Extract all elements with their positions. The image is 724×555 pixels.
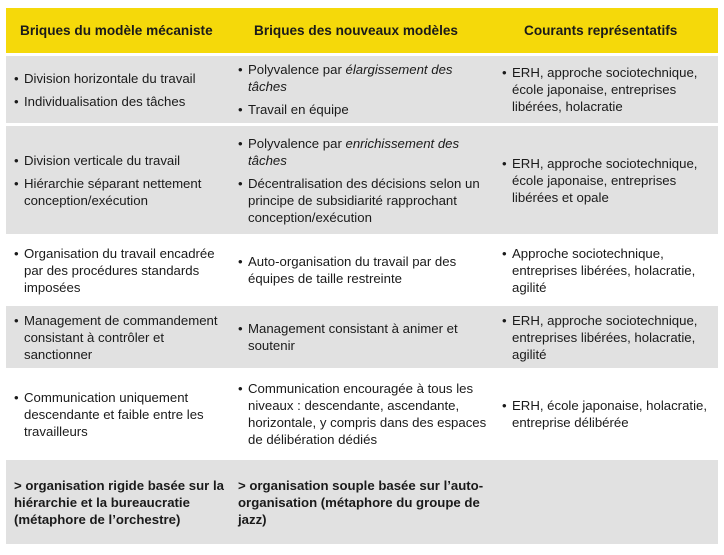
table-row	[6, 306, 718, 371]
mechanist-cell	[6, 126, 232, 234]
bullet-icon	[14, 152, 24, 169]
list-item: • Communication uniquement descendante et faible entre les travailleurs	[14, 389, 228, 440]
list-item: • Communication encouragée à tous les niveaux : descendante, ascendante, horizontale, y compris dans des espaces de délibération dédiés	[238, 380, 488, 448]
list-item: • Management de commandement consistant à contrôler et sanctionner	[14, 312, 228, 363]
bullet-icon	[502, 397, 512, 414]
bullet-icon	[238, 101, 248, 118]
bullet-icon	[238, 135, 248, 152]
bullet-icon	[238, 253, 248, 270]
bullet-icon	[14, 70, 24, 87]
list-item: • ERH, approche sociotechnique, entreprises libérées, holacratie, agilité	[502, 312, 714, 363]
currents-cell	[494, 237, 718, 303]
summary-mechanist: > organisation rigide basée sur la hiérarchie et la bureaucratie (métaphore de l’orchestre)	[14, 477, 224, 527]
list-item: • Division verticale du travail	[14, 152, 228, 169]
bullet-icon	[502, 155, 512, 172]
currents-cell	[494, 371, 718, 457]
new-model-cell	[232, 126, 494, 234]
list-item: • Auto-organisation du travail par des équipes de taille restreinte	[238, 253, 488, 287]
table-row	[6, 126, 718, 237]
table-row	[6, 56, 718, 126]
summary-row	[6, 460, 718, 544]
list-item: • Décentralisation des décisions selon un principe de subsidiarité rapprochant conception/exécution	[238, 175, 488, 226]
table-header-row	[6, 8, 718, 56]
bullet-icon	[502, 245, 512, 262]
table-row	[6, 371, 718, 460]
currents-cell	[494, 126, 718, 234]
bullet-icon	[502, 312, 512, 329]
bullet-icon	[238, 380, 248, 397]
bullet-icon	[238, 61, 248, 78]
header-col3: Courants représentatifs	[524, 23, 678, 38]
list-item: • Polyvalence par élargissement des tâches	[238, 61, 488, 95]
list-item: • Travail en équipe	[238, 101, 488, 118]
bullet-icon	[14, 93, 24, 110]
mechanist-cell	[6, 371, 232, 457]
list-item: • Polyvalence par enrichissement des tâches	[238, 135, 488, 169]
mechanist-cell	[6, 56, 232, 123]
new-model-cell	[232, 56, 494, 123]
bullet-icon	[14, 389, 24, 406]
header-col2: Briques des nouveaux modèles	[254, 23, 458, 38]
mechanist-cell	[6, 237, 232, 303]
mechanist-cell	[6, 306, 232, 368]
list-item: • Individualisation des tâches	[14, 93, 228, 110]
bullet-icon	[14, 312, 24, 329]
bullet-icon	[238, 175, 248, 192]
list-item: • Hiérarchie séparant nettement conception/exécution	[14, 175, 228, 209]
new-model-cell	[232, 237, 494, 303]
list-item: • ERH, école japonaise, holacratie, entreprise délibérée	[502, 397, 714, 431]
header-col1: Briques du modèle mécaniste	[20, 23, 213, 38]
list-item: • Approche sociotechnique, entreprises libérées, holacratie, agilité	[502, 245, 714, 296]
bullet-icon	[14, 175, 24, 192]
list-item: • ERH, approche sociotechnique, école japonaise, entreprises libérées, holacratie	[502, 64, 714, 115]
list-item: • Division horizontale du travail	[14, 70, 228, 87]
comparison-table	[6, 8, 718, 544]
list-item: • Organisation du travail encadrée par des procédures standards imposées	[14, 245, 228, 296]
new-model-cell	[232, 306, 494, 368]
bullet-icon	[238, 320, 248, 337]
list-item: • Management consistant à animer et soutenir	[238, 320, 488, 354]
table-row	[6, 237, 718, 306]
bullet-icon	[502, 64, 512, 81]
new-model-cell	[232, 371, 494, 457]
summary-new-models: > organisation souple basée sur l’auto-organisation (métaphore du groupe de jazz)	[238, 477, 484, 527]
summary-currents	[494, 460, 718, 544]
currents-cell	[494, 306, 718, 368]
currents-cell	[494, 56, 718, 123]
list-item: • ERH, approche sociotechnique, école japonaise, entreprises libérées et opale	[502, 155, 714, 206]
bullet-icon	[14, 245, 24, 262]
